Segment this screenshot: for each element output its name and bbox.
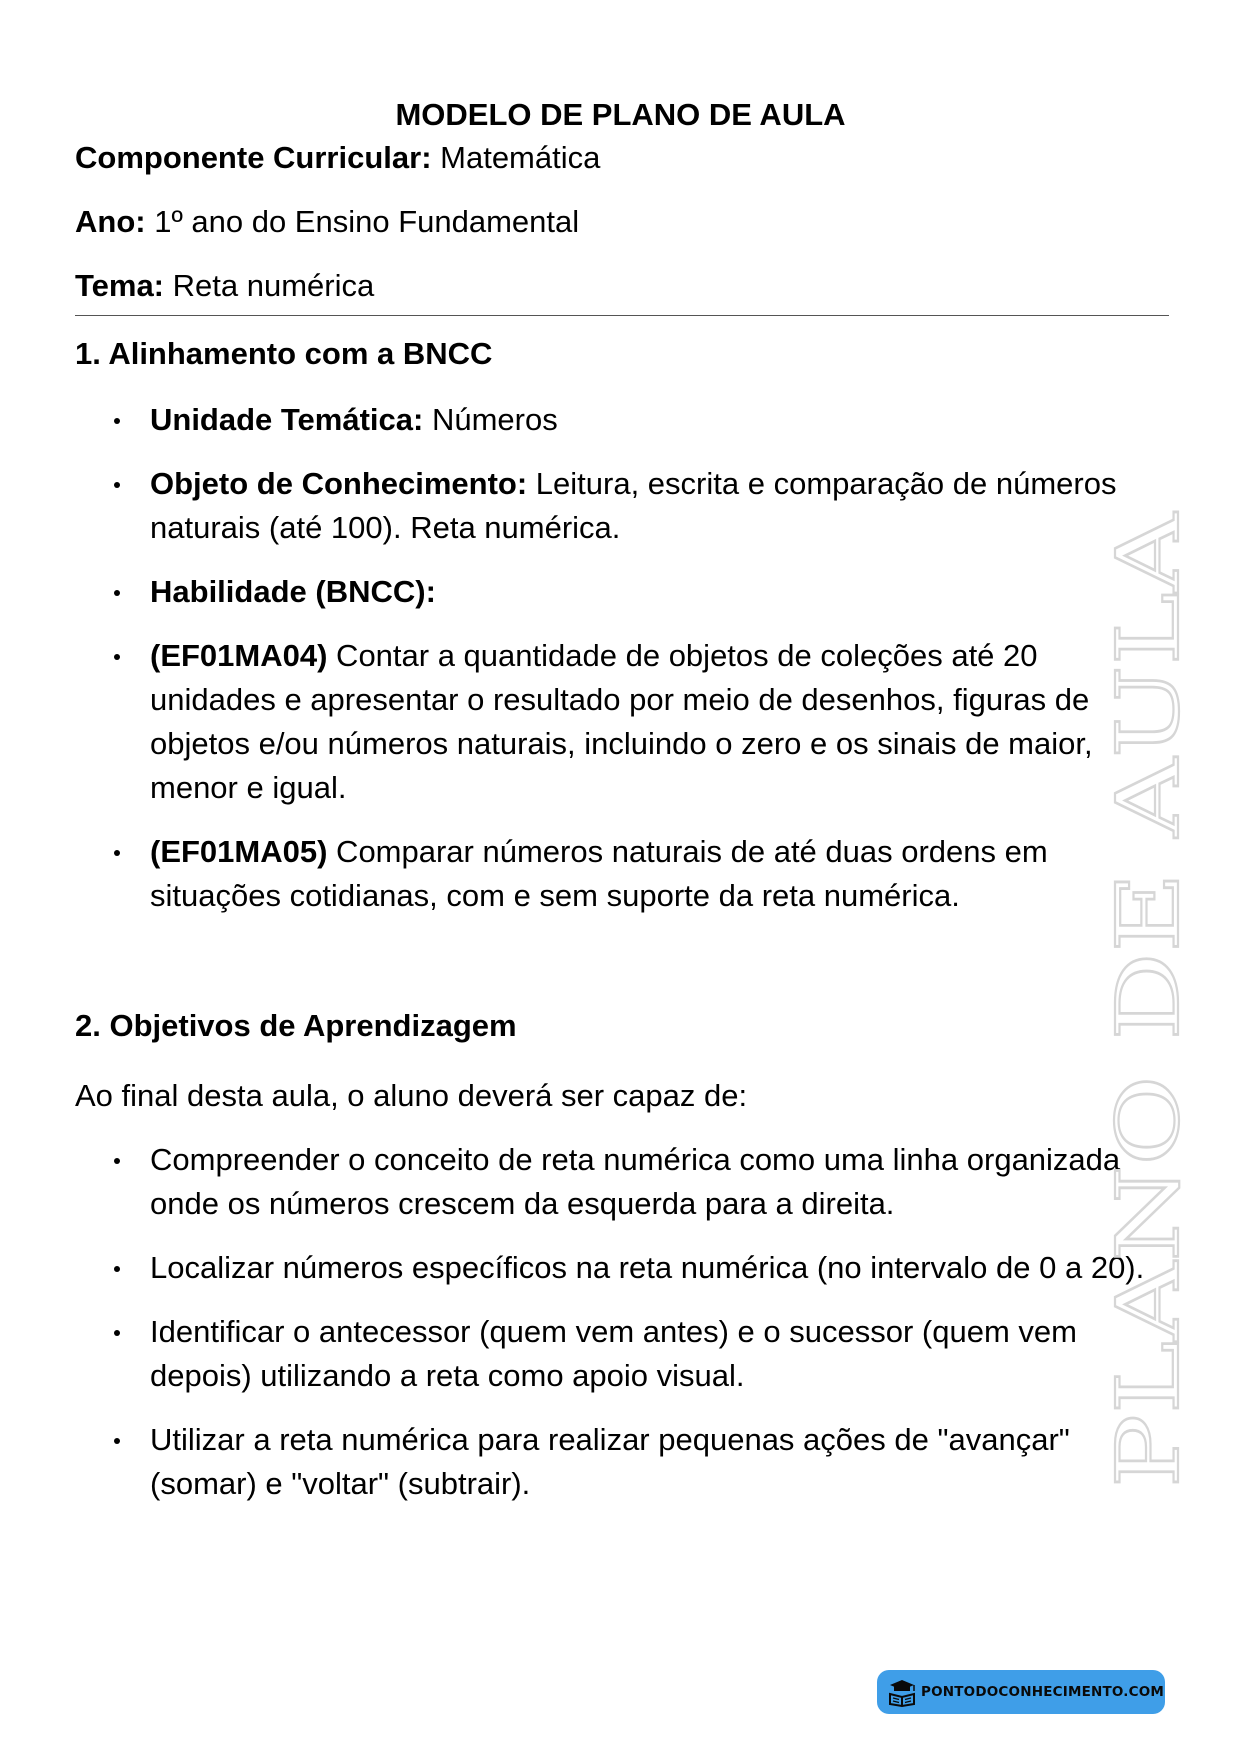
list-item — [0, 1246, 1170, 1290]
list-item — [0, 1310, 1170, 1398]
item-text: Identificar o antecessor (quem vem antes) e o sucessor (quem vem depois) utilizando a reta como apoio visual. — [150, 1314, 1077, 1393]
item-bold: (EF01MA05) — [150, 834, 328, 869]
site-logo[interactable] — [877, 1670, 1165, 1714]
meta-component-value: Matemática — [431, 140, 601, 175]
list-item — [0, 830, 1170, 918]
plano-de-aula-watermark — [1108, 508, 1204, 1488]
list-item — [0, 398, 1170, 442]
meta-component-label: Componente Curricular: — [75, 140, 432, 175]
objectives-list — [0, 1138, 1170, 1506]
item-bold: Objeto de Conhecimento: — [150, 466, 528, 501]
list-item — [0, 462, 1170, 550]
item-bold: (EF01MA04) — [150, 638, 328, 673]
item-text: Localizar números específicos na reta numérica (no intervalo de 0 a 20). — [150, 1250, 1145, 1285]
item-bold: Unidade Temática: — [150, 402, 424, 437]
item-text: Números — [423, 402, 558, 437]
meta-year-value: 1º ano do Ensino Fundamental — [145, 204, 580, 239]
list-item — [0, 1418, 1170, 1506]
header-divider — [75, 315, 1169, 316]
watermark-text: PLANO DE AULA — [1108, 724, 1199, 1488]
meta-year-label: Ano: — [75, 204, 146, 239]
section-1-heading: 1. Alinhamento com a BNCC — [75, 336, 493, 371]
section-2-heading: 2. Objetivos de Aprendizagem — [75, 1008, 517, 1043]
graduation-book-icon — [887, 1677, 917, 1707]
item-text: Compreender o conceito de reta numérica como uma linha organizada onde os números crescem da esquerda para a direita. — [150, 1142, 1121, 1221]
list-item — [0, 570, 1170, 614]
meta-theme — [75, 266, 374, 306]
item-bold: Habilidade (BNCC): — [150, 574, 436, 609]
item-text: Contar a quantidade de objetos de coleções até 20 unidades e apresentar o resultado por meio de desenhos, figuras de objetos e/ou números naturais, incluindo o zero e os sinais de maior, menor e igual. — [150, 638, 1093, 805]
meta-year — [75, 202, 579, 242]
list-item — [0, 1138, 1170, 1226]
meta-theme-label: Tema: — [75, 268, 165, 303]
logo-text: PONTODOCONHECIMENTO.COM — [921, 1684, 1165, 1700]
bncc-list — [0, 398, 1170, 918]
list-item — [0, 634, 1170, 810]
objectives-intro: Ao final desta aula, o aluno deverá ser capaz de: — [75, 1078, 748, 1113]
meta-component — [75, 138, 600, 178]
page-title: MODELO DE PLANO DE AULA — [395, 96, 846, 132]
item-text: Utilizar a reta numérica para realizar pequenas ações de "avançar" (somar) e "voltar" (subtrair). — [150, 1422, 1070, 1501]
meta-theme-value: Reta numérica — [164, 268, 375, 303]
item-text: Comparar números naturais de até duas ordens em situações cotidianas, com e sem suporte da reta numérica. — [150, 834, 1048, 913]
item-text: Leitura, escrita e comparação de números naturais (até 100). Reta numérica. — [150, 466, 1117, 545]
